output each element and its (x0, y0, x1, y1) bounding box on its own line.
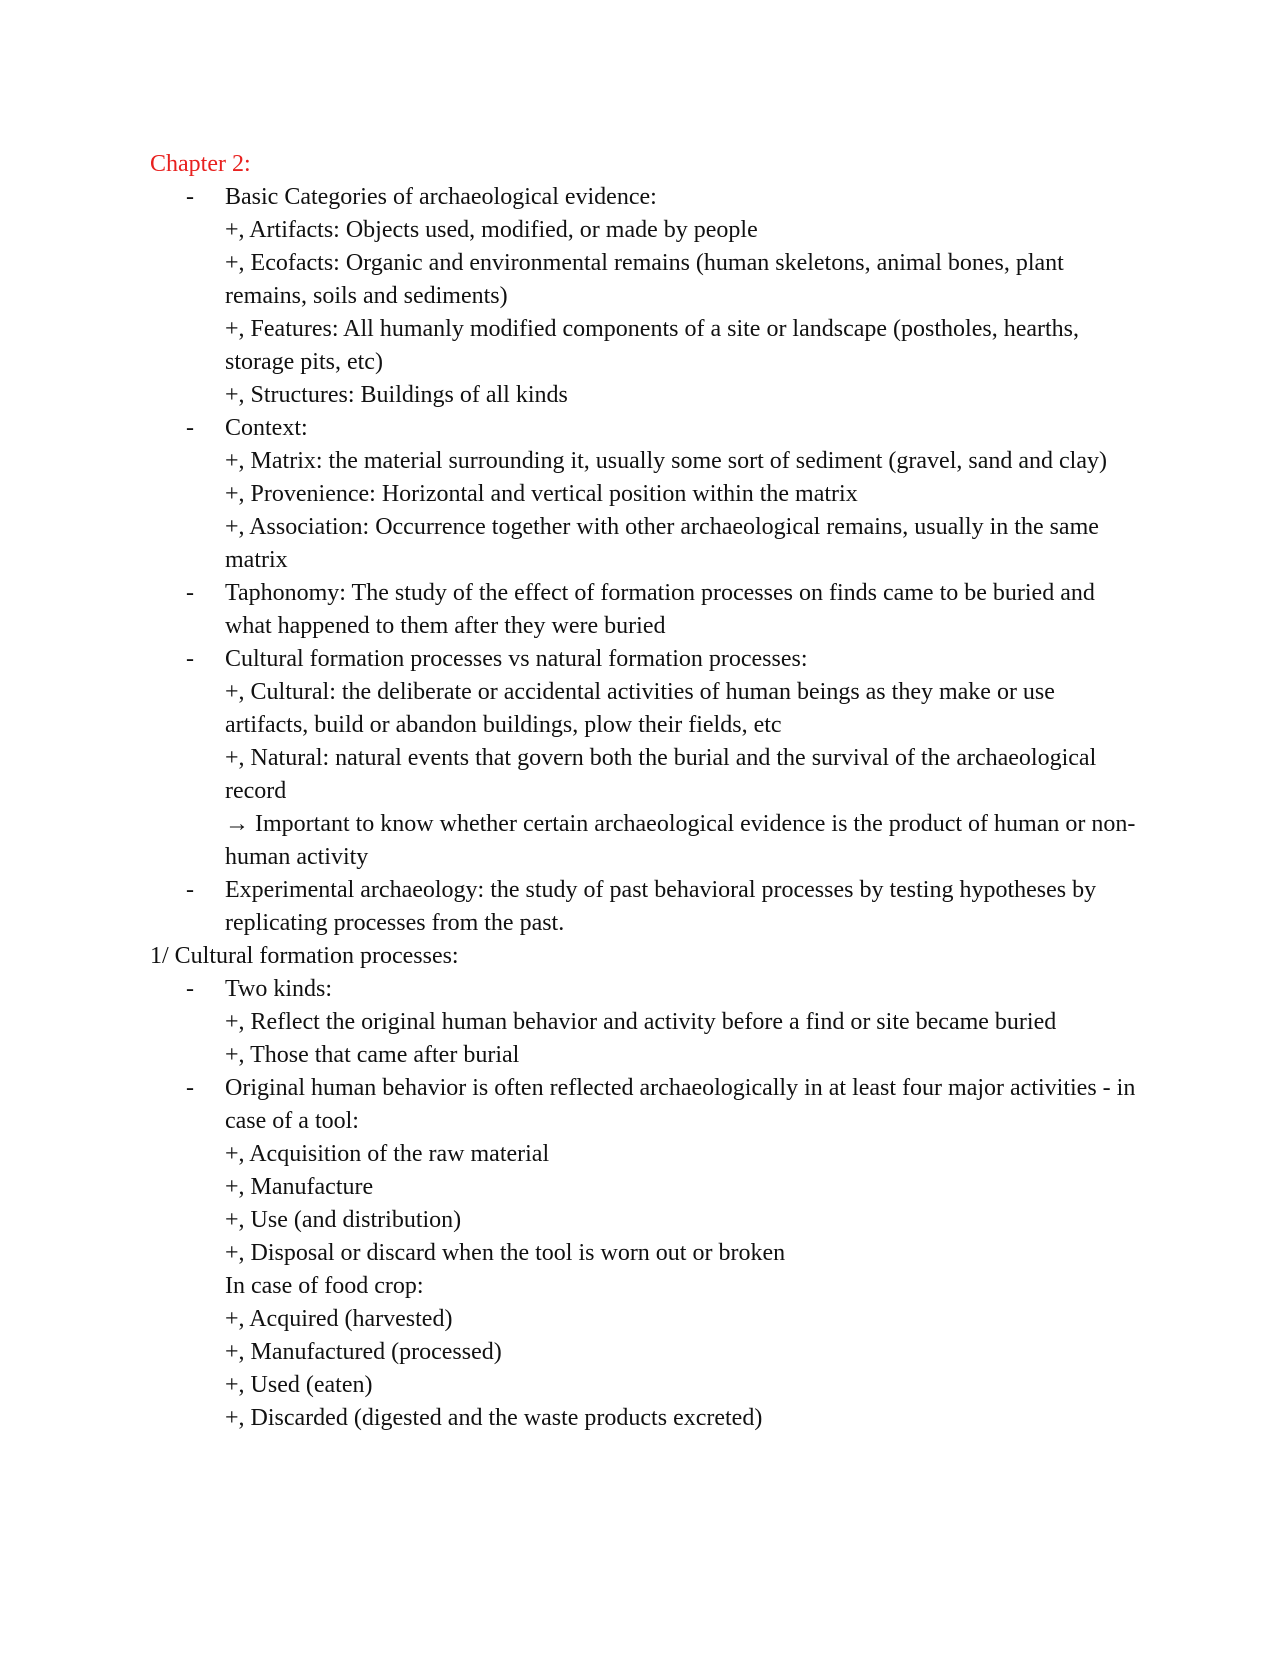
sub-item-manufactured: +, Manufactured (processed) (225, 1339, 502, 1365)
bullet-title: Context: (225, 415, 308, 441)
section-heading: 1/ Cultural formation processes: (150, 943, 459, 969)
sub-item-after-burial: +, Those that came after burial (225, 1042, 520, 1068)
bullet-taphonomy (150, 577, 1140, 643)
bullet-dash: - (186, 580, 194, 606)
bullet-dash: - (186, 1075, 194, 1101)
sub-item-used: +, Used (eaten) (225, 1372, 373, 1398)
sub-item-provenience: +, Provenience: Horizontal and vertical position within the matrix (225, 481, 858, 507)
bullet-title: Experimental archaeology: the study of past behavioral processes by testing hypotheses by replicating processes from the past. (225, 877, 1097, 936)
sub-item-manufacture: +, Manufacture (225, 1174, 374, 1200)
bullet-title: Cultural formation processes vs natural formation processes: (225, 646, 808, 672)
sub-item-acquisition: +, Acquisition of the raw material (225, 1141, 550, 1167)
bullet-title: Original human behavior is often reflected archaeologically in at least four major activities - in case of a tool: (225, 1075, 1136, 1134)
bullet-two-kinds (150, 973, 1140, 1072)
sub-item-natural: +, Natural: natural events that govern both the burial and the survival of the archaeological record (225, 745, 1097, 804)
sub-item-discarded: +, Discarded (digested and the waste products excreted) (225, 1405, 763, 1431)
sub-item-association: +, Association: Occurrence together with other archaeological remains, usually in the same matrix (225, 514, 1099, 573)
food-crop-label: In case of food crop: (225, 1273, 424, 1299)
bullet-title: Basic Categories of archaeological evidence: (225, 184, 657, 210)
bullet-dash: - (186, 646, 194, 672)
bullet-dash: - (186, 976, 194, 1002)
chapter-title: Chapter 2: (150, 151, 251, 177)
sub-item-acquired: +, Acquired (harvested) (225, 1306, 453, 1332)
sub-item-structures: +, Structures: Buildings of all kinds (225, 382, 568, 408)
bullet-original-human-behavior (150, 1072, 1140, 1435)
sub-item-ecofacts: +, Ecofacts: Organic and environmental remains (human skeletons, animal bones, plant remains, soils and sediments) (225, 250, 1064, 309)
sub-item-original-behavior: +, Reflect the original human behavior and activity before a find or site became buried (225, 1009, 1057, 1035)
bullet-title: Two kinds: (225, 976, 332, 1002)
bullet-dash: - (186, 877, 194, 903)
bullet-dash: - (186, 415, 194, 441)
sub-item-use: +, Use (and distribution) (225, 1207, 462, 1233)
document-content (150, 148, 1140, 1435)
sub-item-cultural: +, Cultural: the deliberate or accidental activities of human beings as they make or use artifacts, build or abandon buildings, plow their fields, etc (225, 679, 1055, 738)
bullet-formation-processes (150, 643, 1140, 874)
bullet-title: Taphonomy: The study of the effect of formation processes on finds came to be buried and what happened to them after they were buried (225, 580, 1095, 639)
bullet-context (150, 412, 1140, 577)
sub-item-matrix: +, Matrix: the material surrounding it, usually some sort of sediment (gravel, sand and clay) (225, 448, 1107, 474)
sub-item-disposal: +, Disposal or discard when the tool is worn out or broken (225, 1240, 786, 1266)
sub-item-important-note: → Important to know whether certain archaeological evidence is the product of human or non-human activity (225, 811, 1136, 870)
bullet-dash: - (186, 184, 194, 210)
sub-item-features: +, Features: All humanly modified components of a site or landscape (postholes, hearths, storage pits, etc) (225, 316, 1080, 375)
bullet-experimental-archaeology (150, 874, 1140, 940)
sub-item-artifacts: +, Artifacts: Objects used, modified, or made by people (225, 217, 758, 243)
bullet-basic-categories (150, 181, 1140, 412)
